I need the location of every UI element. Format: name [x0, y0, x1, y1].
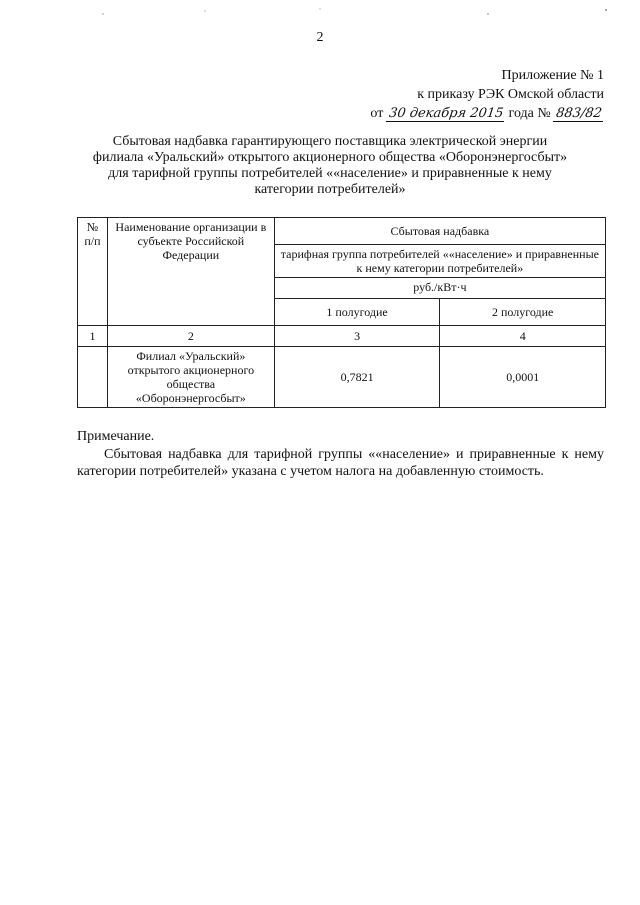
header-num: № п/п [78, 218, 108, 326]
header-half2: 2 полугодие [440, 299, 606, 326]
date-prefix: от [370, 106, 384, 121]
title-line-4: категории потребителей» [254, 182, 406, 197]
table-index-row [78, 326, 606, 347]
title-line-3: для тарифной группы потребителей ««население» и приравненные к нему [108, 166, 552, 181]
row-num-empty [78, 347, 108, 408]
title-line-2: филиала «Уральский» открытого акционерного общества «Оборонэнергосбыт» [92, 150, 568, 165]
row-org: Филиал «Уральский» открытого акционерного общества «Оборонэнергосбыт» [107, 347, 274, 408]
index-cell: 2 [107, 326, 274, 347]
handwritten-number: 883/82 [553, 106, 605, 122]
handwritten-date: 30 декабря 2015 [386, 106, 506, 122]
table-header-row [78, 218, 606, 245]
header-half1: 1 полугодие [274, 299, 440, 326]
document-title [60, 134, 600, 198]
header-tariff-group: тарифная группа потребителей ««население» и приравненные к нему категории потребителей» [274, 245, 605, 278]
appendix-title: Приложение № 1 [501, 68, 604, 83]
table-row [78, 347, 606, 408]
header-unit: руб./кВт·ч [274, 278, 605, 299]
appendix-header [370, 66, 604, 123]
index-cell: 3 [274, 326, 440, 347]
index-cell: 1 [78, 326, 108, 347]
scan-specks [0, 6, 640, 20]
title-line-1: Сбытовая надбавка гарантирующего поставщика электрической энергии [112, 134, 548, 149]
year-label: года № [508, 106, 551, 121]
appendix-date-line [370, 104, 604, 123]
header-markup: Сбытовая надбавка [274, 218, 605, 245]
appendix-order-ref: к приказу РЭК Омской области [417, 87, 604, 102]
row-half2-value: 0,0001 [440, 347, 606, 408]
header-org: Наименование организации в субъекте Российской Федерации [107, 218, 274, 326]
row-half1-value: 0,7821 [274, 347, 440, 408]
note-heading: Примечание. [77, 429, 155, 444]
page-number: 2 [316, 30, 324, 45]
index-cell: 4 [440, 326, 606, 347]
tariff-table [77, 217, 606, 408]
note-text: Сбытовая надбавка для тарифной группы ««население» и приравненные к нему категории потребителей» указана с учетом налога на добавленную стоимость. [77, 447, 604, 479]
